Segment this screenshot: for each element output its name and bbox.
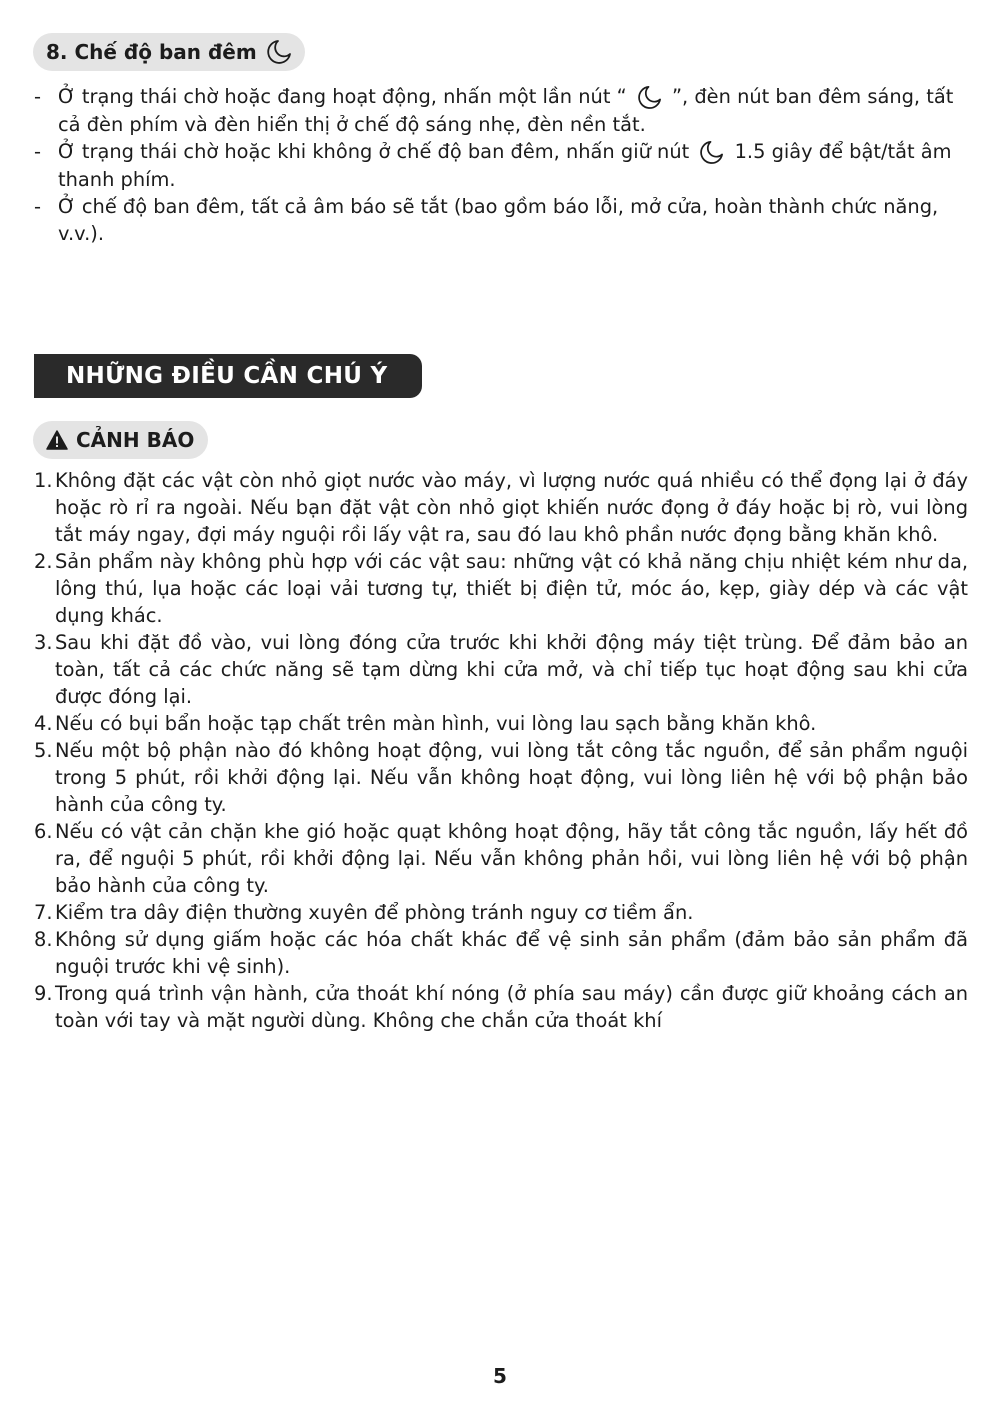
item-text: Không đặt các vật còn nhỏ giọt nước vào máy, vì lượng nước quá nhiều có thể đọng lại ở đáy hoặc rò rỉ ra ngoài. Nếu bạn đặt vật còn nhỏ giọt khiến nước đọng ở đáy hoặc bị rò, vui lòng tắt máy ngay, đợi máy nguội rồi lấy vật ra, sau đó lau khô phần nước đọng bằng khăn khô.	[55, 469, 968, 546]
bullet-dash: -	[34, 85, 41, 108]
moon-icon	[265, 38, 293, 66]
night-mode-bullet	[34, 83, 968, 138]
bullet-text-part1: Ở trạng thái chờ hoặc khi không ở chế độ ban đêm, nhấn giữ nút	[58, 140, 690, 163]
item-number: 1.	[34, 469, 53, 492]
night-mode-section-title	[33, 33, 305, 71]
item-number: 9.	[34, 982, 53, 1005]
bullet-dash: -	[34, 195, 41, 218]
page-number: 5	[493, 1364, 507, 1388]
warning-list	[34, 467, 968, 1034]
list-item	[34, 710, 968, 737]
item-number: 8.	[34, 928, 53, 951]
item-text: Kiểm tra dây điện thường xuyên để phòng tránh nguy cơ tiềm ẩn.	[55, 901, 694, 924]
item-number: 5.	[34, 739, 53, 762]
item-text: Nếu có bụi bẩn hoặc tạp chất trên màn hình, vui lòng lau sạch bằng khăn khô.	[55, 712, 817, 735]
bullet-text-part2: 1.5 giây để bật/tắt âm thanh phím.	[58, 140, 952, 191]
bullet-text: Ở chế độ ban đêm, tất cả âm báo sẽ tắt (bao gồm báo lỗi, mở cửa, hoàn thành chức năng, v.v.).	[58, 195, 939, 245]
list-item	[34, 980, 968, 1034]
item-text: Không sử dụng giấm hoặc các hóa chất khác để vệ sinh sản phẩm (đảm bảo sản phẩm đã nguội trước khi vệ sinh).	[55, 928, 968, 978]
bullet-text-part1: Ở trạng thái chờ hoặc đang hoạt động, nhấn một lần nút “	[58, 85, 627, 108]
item-number: 4.	[34, 712, 53, 735]
night-mode-bullet	[34, 138, 968, 193]
bullet-text-part2: ”, đèn nút ban đêm sáng, tất cả đèn phím và đèn hiển thị ở chế độ sáng nhẹ, đèn nền tắt.	[58, 85, 954, 136]
item-number: 3.	[34, 631, 53, 654]
warning-triangle-icon	[46, 430, 68, 450]
item-text: Trong quá trình vận hành, cửa thoát khí nóng (ở phía sau máy) cần được giữ khoảng cách an toàn với tay và mặt người dùng. Không che chắn cửa thoát khí	[55, 982, 968, 1032]
moon-icon	[636, 84, 663, 111]
item-number: 7.	[34, 901, 53, 924]
item-number: 2.	[34, 550, 53, 573]
item-text: Sau khi đặt đồ vào, vui lòng đóng cửa trước khi khởi động máy tiệt trùng. Để đảm bảo an toàn, tất cả các chức năng sẽ tạm dừng khi cửa mở, và chỉ tiếp tục hoạt động sau khi cửa được đóng lại.	[55, 631, 968, 708]
list-item	[34, 926, 968, 980]
item-text: Sản phẩm này không phù hợp với các vật sau: những vật có khả năng chịu nhiệt kém như da, lông thú, lụa hoặc các loại vải tương tự, thiết bị điện tử, móc áo, kẹp, giày dép và các vật dụng khác.	[55, 550, 968, 627]
night-mode-bullets	[34, 83, 968, 247]
item-text: Nếu có vật cản chặn khe gió hoặc quạt không hoạt động, hãy tắt công tắc nguồn, lấy hết đồ ra, để nguội 5 phút, rồi khởi động lại. Nếu vẫn không phản hồi, vui lòng liên hệ với bộ phận bảo hành của công ty.	[55, 820, 968, 897]
list-item	[34, 548, 968, 629]
item-number: 6.	[34, 820, 53, 843]
night-mode-title-text: 8. Chế độ ban đêm	[46, 40, 257, 64]
list-item	[34, 818, 968, 899]
list-item	[34, 899, 968, 926]
night-mode-bullet	[34, 193, 968, 247]
bullet-dash: -	[34, 140, 41, 163]
notes-heading	[34, 354, 422, 398]
moon-icon	[698, 139, 725, 166]
list-item	[34, 737, 968, 818]
warning-badge	[33, 421, 208, 459]
list-item	[34, 467, 968, 548]
warning-label: CẢNH BÁO	[76, 428, 195, 452]
list-item	[34, 629, 968, 710]
item-text: Nếu một bộ phận nào đó không hoạt động, vui lòng tắt công tắc nguồn, để sản phẩm nguội trong 5 phút, rồi khởi động lại. Nếu vẫn không hoạt động, vui lòng liên hệ với bộ phận bảo hành của công ty.	[55, 739, 968, 816]
notes-heading-text: NHỮNG ĐIỀU CẦN CHÚ Ý	[66, 363, 388, 389]
